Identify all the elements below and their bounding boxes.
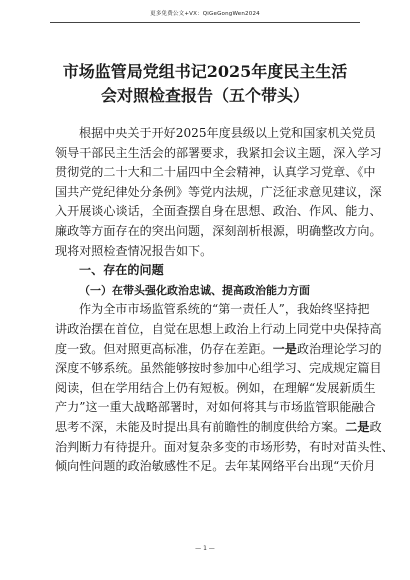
paragraph-line: 讲政治摆在首位，自觉在思想上政治上行动上同党中央保持高 <box>55 321 382 336</box>
paragraph-line: 深度不够系统。虽然能够按时参加中心组学习、完成规定篇目 <box>55 361 382 376</box>
intro-line: 根据中央关于开好2025年度县级以上党和国家机关党员 <box>79 126 376 140</box>
intro-line: 国共产党纪律处分条例》等党内法规，广泛征求意见建议，深 <box>55 184 382 199</box>
paragraph-line: 治判断力有待提升。面对复杂多变的市场形势，有时对苗头性、 <box>55 439 394 454</box>
paragraph-text: 政治理论学习的 <box>296 341 382 356</box>
intro-line: 领导干部民主生活会的部署要求，我紧扣会议主题，深入学习 <box>55 145 382 160</box>
intro-line: 廉政等方面存在的突出问题，深刻剖析根源，明确整改方向。 <box>55 223 382 238</box>
document-body <box>55 124 394 477</box>
subsection-heading: （一）在带头强化政治忠诚、提高政治能力方面 <box>79 283 310 297</box>
emphasis-text: 二是 <box>345 419 370 434</box>
paragraph-line <box>55 418 382 438</box>
paragraph-line: 作为全市市场监管系统的“第一责任人”，我始终坚持把 <box>79 302 370 317</box>
title-line-2: 会对照检查报告（五个带头） <box>100 86 309 105</box>
paragraph-line: 阅读，但在学用结合上仍有短板。例如，在理解“发展新质生 <box>55 380 376 395</box>
emphasis-text: 一是 <box>272 341 297 356</box>
paragraph-line <box>55 340 382 360</box>
paragraph-text: 政 <box>369 419 382 434</box>
title-line-1: 市场监管局党组书记2025年度民主生活 <box>62 62 348 81</box>
paragraph-text: 度一致。但对照更高标准，仍存在差距。 <box>55 341 273 356</box>
header-rule <box>50 22 360 23</box>
page-number: — 1 — <box>195 545 215 552</box>
section-heading: 一、存在的问题 <box>79 263 164 278</box>
intro-line: 贯彻党的二十大和二十届四中全会精神，认真学习党章、《中 <box>55 165 376 180</box>
intro-line: 入开展谈心谈话，全面查摆自身在思想、政治、作风、能力、 <box>55 204 382 219</box>
intro-line: 现将对照检查情况报告如下。 <box>55 243 213 258</box>
paragraph-line: 倾向性问题的政治敏感性不足。去年某网络平台出现“天价月 <box>55 459 376 474</box>
page-header-text: 更多免费公文+VX：QiGeGongWen2024 <box>150 11 260 17</box>
paragraph-line: 产力”这一重大战略部署时，对如何将其与市场监管职能融合 <box>55 400 376 415</box>
document-title <box>40 60 370 108</box>
paragraph-text: 思考不深，未能及时提出具有前瞻性的制度供给方案。 <box>55 419 346 434</box>
